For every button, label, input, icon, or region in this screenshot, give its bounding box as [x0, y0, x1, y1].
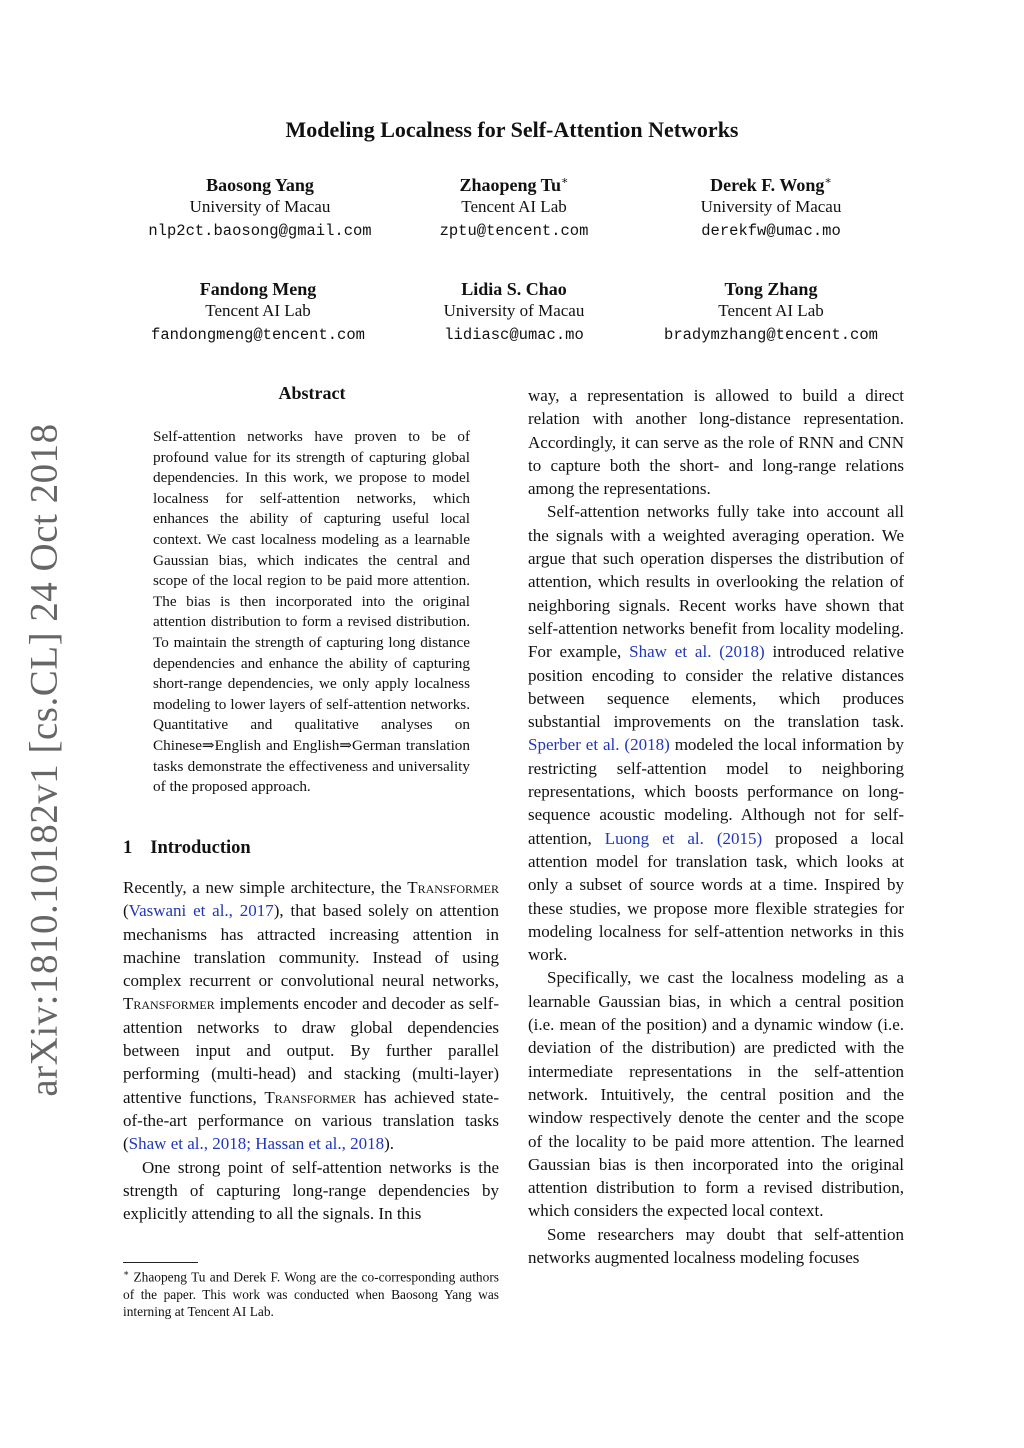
author-email[interactable]: lidiasc@umac.mo — [444, 326, 584, 344]
citation-link[interactable]: Shaw et al., 2018; Hassan et al., 2018 — [128, 1134, 385, 1154]
text-run: modeled the local information by restricting self-attention model to neighboring representations, which boosts performance on long-sequence acoustic modeling. Although not for self-attention, — [528, 735, 904, 848]
paragraph: way, a representation is allowed to build a direct relation with another long-distance representation. Accordingly, it can serve as the role of RNN and CNN to capture both the short- and long-range relations among the representations. — [528, 386, 904, 499]
author-name: Derek F. Wong — [710, 175, 825, 195]
author-card — [621, 272, 921, 348]
author-name: Lidia S. Chao — [461, 279, 567, 299]
author-mark: ∗ — [561, 175, 569, 187]
abstract-text: Self-attention networks have proven to be of profound value for its strength of capturing global dependencies. In this work, we propose to model localness for self-attention networks, which enhances the ability of capturing useful local context. We cast localness modeling as a learnable Gaussian bias, which indicates the central and scope of the local region to be paid more attention. The bias is then incorporated into the original attention distribution to form a revised distribution. To maintain the strength of capturing long distance dependencies and enhance the ability of capturing short-range dependencies, we only apply localness modeling to lower layers of self-attention networks. Quantitative and qualitative analyses on Chinese⇒English and English⇒German translation tasks demonstrate the effectiveness and universality of the proposed approach. — [153, 428, 470, 796]
text-run: ), that based solely on attention mechanisms has attracted increasing attention in machine translation community. Instead of using complex recurrent or convolutional neural networks, — [123, 901, 500, 991]
footnote-text: Zhaopeng Tu and Derek F. Wong are the co-corresponding authors of the paper. This work was conducted when Baosong Yang was interning at Tencent AI Lab. — [123, 1269, 499, 1320]
text-run: ). — [384, 1134, 395, 1154]
citation-link[interactable]: Vaswani et al., 2017 — [128, 901, 274, 921]
author-card — [621, 168, 921, 244]
author-email[interactable]: derekfw@umac.mo — [701, 222, 841, 240]
author-name: Fandong Meng — [199, 279, 317, 299]
author-email[interactable]: fandongmeng@tencent.com — [151, 326, 365, 344]
paper-title: Modeling Localness for Self-Attention Networks — [285, 117, 739, 142]
footnote — [123, 1265, 499, 1321]
paragraph: Some researchers may doubt that self-attention networks augmented localness modeling focuses — [528, 1224, 904, 1267]
text-run: Recently, a new simple architecture, the — [123, 878, 408, 897]
paragraph — [528, 500, 904, 966]
section-number: 1 — [123, 838, 133, 858]
text-run: proposed a local attention model for translation task, which looks at only a subset of source words at a time. Inspired by these studies, we propose more flexible strategies for modeling localness for self-attention networks in this work. — [528, 828, 905, 965]
left-column — [123, 876, 499, 1225]
transformer-term: Transformer — [123, 994, 215, 1014]
author-card — [108, 272, 408, 348]
citation-link[interactable]: Sperber et al. (2018) — [528, 735, 670, 755]
author-email[interactable]: nlp2ct.baosong@gmail.com — [148, 222, 372, 240]
author-affiliation: Tencent AI Lab — [205, 301, 311, 320]
text-run: has achieved state-of-the-art performance on various translation tasks ( — [123, 1087, 499, 1154]
transformer-term: Transformer — [264, 1087, 357, 1107]
footnote-mark: ∗ — [123, 1268, 130, 1278]
paragraph: Specifically, we cast the localness modeling as a learnable Gaussian bias, in which a central position (i.e. mean of the position) and a dynamic window (i.e. deviation of the distribution) are predicted with the intermediate representations in the self-attention network. Intuitively, the central position and the window respectively denote the center and the scope of the locality to be paid more attention. The learned Gaussian bias is then incorporated into the original attention distribution to form a revised distribution, which considers the expected local context. — [528, 968, 904, 1221]
author-name: Baosong Yang — [206, 175, 314, 195]
transformer-term: Transformer — [407, 878, 499, 897]
author-mark: ∗ — [824, 175, 832, 187]
author-card — [364, 272, 664, 348]
author-card — [364, 168, 664, 244]
abstract-heading: Abstract — [278, 383, 346, 403]
section-heading — [123, 838, 251, 859]
author-email[interactable]: zptu@tencent.com — [439, 222, 589, 240]
paragraph: One strong point of self-attention networks is the strength of capturing long-range dependencies by explicitly attending to all the signals. In this — [123, 1157, 499, 1224]
section-title: Introduction — [150, 838, 251, 858]
text-run: introduced relative position encoding to consider the relative distances between sequence elements, which produces substantial improvements on the translation task. — [528, 642, 904, 732]
author-affiliation: University of Macau — [700, 197, 842, 216]
text-run: Self-attention networks fully take into account all the signals with a weighted averaging operation. We argue that such operation disperses the distribution of attention, which results in overlooking the relation of neighboring signals. Recent works have shown that self-attention networks benefit from locality modeling. For example, — [528, 502, 904, 662]
right-column — [528, 384, 904, 1269]
citation-link[interactable]: Luong et al. (2015) — [604, 828, 763, 848]
author-affiliation: University of Macau — [189, 197, 331, 216]
author-affiliation: University of Macau — [443, 301, 585, 320]
footnote-rule — [123, 1262, 198, 1263]
author-affiliation: Tencent AI Lab — [461, 197, 567, 216]
citation-link[interactable]: Shaw et al. (2018) — [629, 642, 765, 662]
author-affiliation: Tencent AI Lab — [718, 301, 824, 320]
paragraph — [123, 876, 499, 1156]
author-name: Tong Zhang — [724, 279, 818, 299]
author-email[interactable]: bradymzhang@tencent.com — [664, 326, 878, 344]
arxiv-identifier: arXiv:1810.10182v1 [cs.CL] 24 Oct 2018 — [22, 423, 66, 1097]
author-name: Zhaopeng Tu — [459, 175, 562, 195]
text-run: implements encoder and decoder as self-attention networks to draw global dependencies between input and output. By further parallel performing (multi-head) and stacking (multi-layer) attentive functions, — [123, 994, 499, 1107]
arxiv-sidebar-stamp — [14, 423, 74, 1097]
text-run: ( — [123, 901, 129, 921]
